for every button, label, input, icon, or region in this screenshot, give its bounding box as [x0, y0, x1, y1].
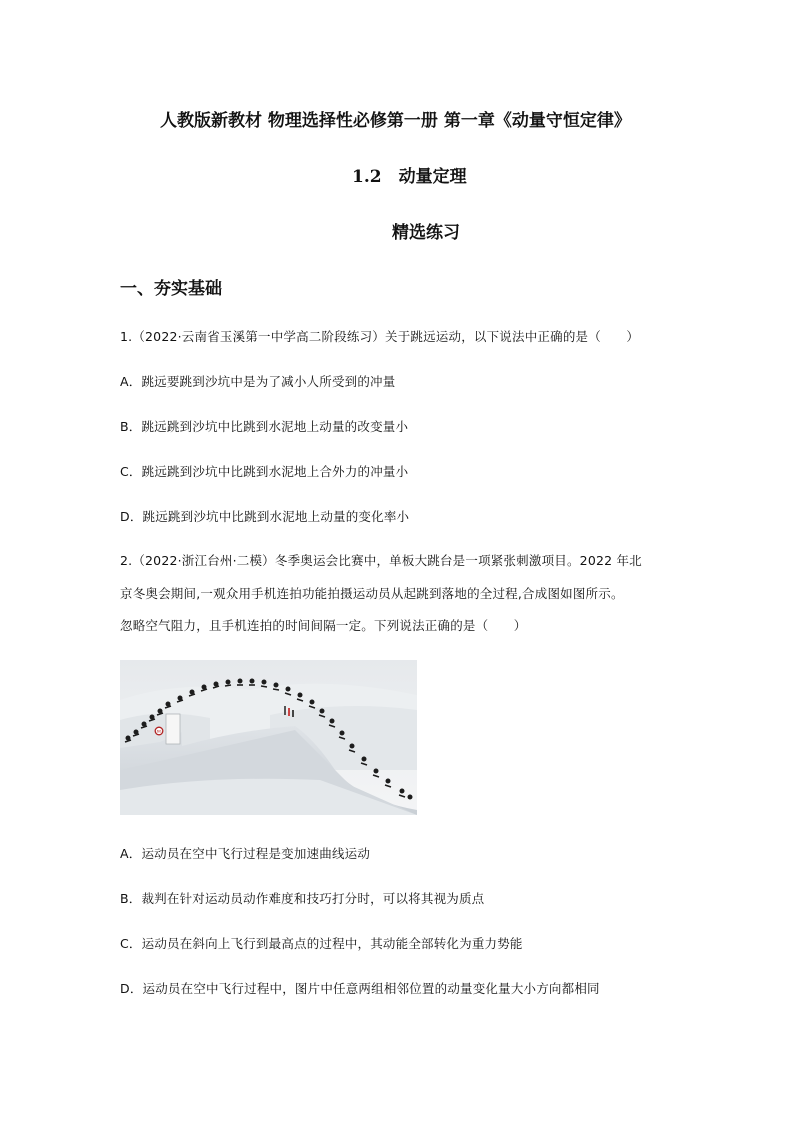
- part-heading: 一、夯实基础: [120, 279, 222, 299]
- question-1-option-b: B．跳远跳到沙坑中比跳到水泥地上动量的改变量小: [120, 419, 409, 434]
- section-title: 1.2 动量定理: [352, 167, 467, 187]
- snowboard-jump-photo: [120, 660, 417, 815]
- question-2-option-b: B．裁判在针对运动员动作难度和技巧打分时，可以将其视为质点: [120, 891, 485, 906]
- question-1-stem: 1.（2022·云南省玉溪第一中学高二阶段练习）关于跳远运动，以下说法中正确的是（ ）: [120, 329, 640, 344]
- question-2-stem-line: 2.（2022·浙江台州·二模）冬季奥运会比赛中，单板大跳台是一项紧张刺激项目。2022 年北: [120, 553, 642, 568]
- question-2-stem-line: 忽略空气阻力，且手机连拍的时间间隔一定。下列说法正确的是（ ）: [120, 618, 527, 633]
- svg-text:60: 60: [156, 728, 162, 734]
- question-1-option-d: D．跳远跳到沙坑中比跳到水泥地上动量的变化率小: [120, 509, 410, 524]
- question-1-option-a: A．跳远要跳到沙坑中是为了减小人所受到的冲量: [120, 374, 396, 389]
- question-2-option-c: C．运动员在斜向上飞行到最高点的过程中，其动能全部转化为重力势能: [120, 936, 523, 951]
- question-2-option-a: A．运动员在空中飞行过程是变加速曲线运动: [120, 846, 371, 861]
- doc-title: 人教版新教材 物理选择性必修第一册 第一章《动量守恒定律》: [160, 111, 631, 131]
- doc-subtitle: 精选练习: [392, 223, 460, 243]
- question-2-option-d: D．运动员在空中飞行过程中，图片中任意两组相邻位置的动量变化量大小方向都相同: [120, 981, 600, 996]
- question-1-option-c: C．跳远跳到沙坑中比跳到水泥地上合外力的冲量小: [120, 464, 409, 479]
- question-2-stem-line: 京冬奥会期间,一观众用手机连拍功能拍摄运动员从起跳到落地的全过程,合成图如图所示。: [120, 586, 624, 601]
